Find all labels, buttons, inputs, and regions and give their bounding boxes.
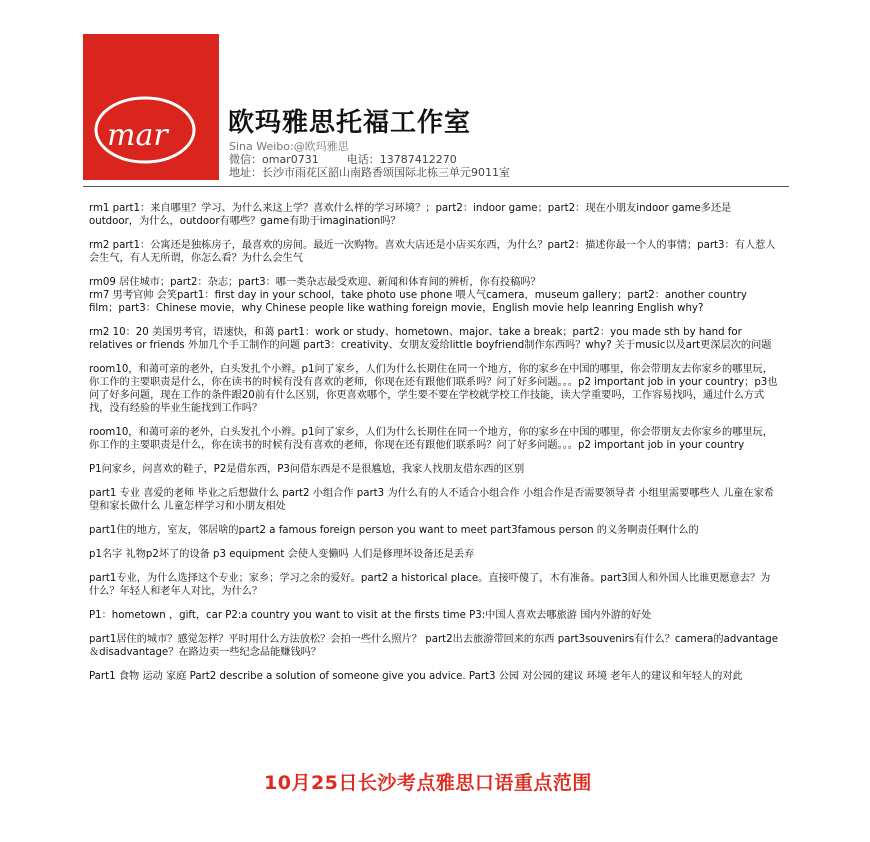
note-paragraph: Part1 食物 运动 家庭 Part2 describe a solution of someone give you advice. Part3 公园 对公园的建议 环境 老年人的建议和年轻人的对此	[89, 671, 743, 682]
exam-notes	[89, 202, 779, 694]
note-paragraph: room10，和蔼可亲的老外，白头发扎个小辫。p1问了家乡，人们为什么长期住在同一个地方，你的家乡在中国的哪里，你会带朋友去你家乡的哪里玩，你工作的主要职责是什么，你在读书的时候有没有喜欢的老师，你现在还有跟他们联系吗？问了好多问题。。。p2 important job in your country；p3也问了好多问题，现在工作的条件跟20前有什么区别，你更喜欢哪个，学生要不要在学校就学校工作技能，读大学重要吗，工作容易找吗，通过什么方式找，没有经验的毕业生能找到工作吗？	[89, 364, 778, 414]
studio-title: 欧玛雅思托福工作室	[228, 108, 472, 138]
logo-text: mar	[107, 118, 168, 153]
note-paragraph: rm2 part1：公寓还是独栋房子，最喜欢的房间。最近一次购物。喜欢大店还是小店买东西，为什么？part2：描述你最一个人的事情；part3：有人惹人会生气，有人无所谓，你怎么看？为什么会生气	[89, 240, 776, 264]
note-paragraph: rm09 居住城市；part2：杂志；part3：哪一类杂志最受欢迎、新闻和体育间的辨析，你有投稿吗？ rm7 男考官帅 会笑part1：first day in your school，take photo use phone 喂人气camera，museum gallery；part2：another country film；part3：Chinese movie，why Chinese people like wathing foreign movie，English movie help leanring English why?	[89, 277, 747, 314]
note-paragraph: P1问家乡，问喜欢的鞋子，P2是借东西，P3问借东西是不是很尴尬，我家人找朋友借东西的区别	[89, 464, 525, 475]
note-paragraph: part1 专业 喜爱的老师 毕业之后想做什么 part2 小组合作 part3 为什么有的人不适合小组合作 小组合作是否需要领导者 小组里需要哪些人 儿童在家希望和家长做什么 儿童怎样学习和小朋友相处	[89, 488, 774, 512]
note-paragraph: rm2 10：20 美国男考官，语速快，和蔼 part1：work or study、hometown、major、take a break；part2：you made sth by hand for relatives or friends 外加几个手工制作的问题 part3：creativity、女朋友爱给little boyfriend制作东西吗？why? 关于music以及art更深层次的问题	[89, 327, 772, 351]
document-heading: 10月25日长沙考点雅思口语重点范围	[264, 772, 592, 794]
note-paragraph: room10，和蔼可亲的老外，白头发扎个小辫。p1问了家乡，人们为什么长期住在同一个地方，你的家乡在中国的哪里，你会带朋友去你家乡的哪里玩，你工作的主要职责是什么，你在读书的时候有没有喜欢的老师，你现在还有跟他们联系吗？问了好多问题。。。p2 important job in your country	[89, 427, 773, 451]
note-paragraph: part1居住的城市？感觉怎样？平时用什么方法放松？会拍一些什么照片？ part2出去旅游带回来的东西 part3souvenirs有什么？camera的advantage＆disadvantage？在路边卖一些纪念品能赚钱吗？	[89, 634, 778, 658]
note-paragraph: rm1 part1：来自哪里？学习、为什么来这上学？喜欢什么样的学习环境？；part2：indoor game；part2：现在小朋友indoor game多还是outdoor，为什么，outdoor有哪些？game有助于imagination吗？	[89, 203, 732, 227]
address-line: 地址：长沙市雨花区韶山南路香颂国际北栋三单元9011室	[229, 166, 510, 179]
phone-text: 电话：13787412270	[346, 153, 457, 166]
note-paragraph: p1名字 礼物p2坏了的设备 p3 equipment 会使人变懒吗 人们是修理坏设备还是丢弃	[89, 549, 475, 560]
logo	[83, 34, 219, 180]
wechat-text: 微信：omar0731	[229, 153, 319, 166]
logo-ring-icon	[83, 34, 219, 180]
note-paragraph: part1住的地方，室友，邻居啥的part2 a famous foreign person you want to meet part3famous person 的义务啊责任啊什么的	[89, 525, 699, 536]
weibo-line: Sina Weibo:@欧玛雅思	[229, 140, 349, 153]
note-paragraph: P1：hometown ，gift，car P2:a country you want to visit at the firsts time P3:中国人喜欢去哪旅游 国内外游的好处	[89, 610, 652, 621]
note-paragraph: part1专业，为什么选择这个专业；家乡；学习之余的爱好。part2 a historical place。直接吓傻了，木有准备。part3国人和外国人比谁更愿意去？为什么？年轻人和老年人对比，为什么？	[89, 573, 771, 597]
header-divider	[83, 186, 789, 187]
